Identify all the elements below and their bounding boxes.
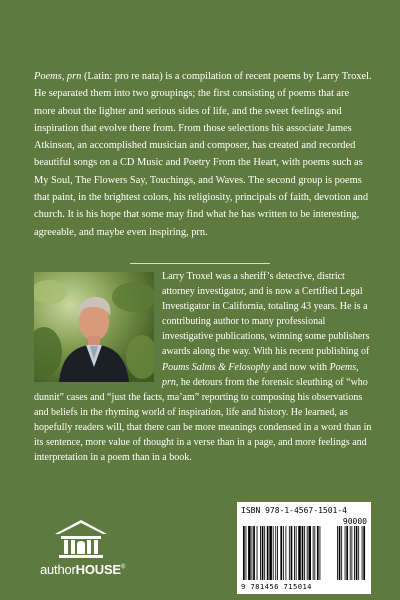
bio-book-title-2: Poems, prn — [162, 361, 359, 388]
bio-book-title-1: Poums Salms & Felosophy — [162, 361, 271, 373]
bio-text-3: , he detours from the forensic sleuthing of “who dunnit” cases and “just the facts, ma’am” reporting to composing his observations and beliefs in the rhyming world of inspiration, life and history. He learned, as hopefully readers will, that there can be more meanings condensed in a word than in its sentence, more value of thought in a verse than in a page, and more feelings and interpretation in a poem than in a book. — [34, 376, 372, 464]
bio-text-1: Larry Troxel was a sheriff’s detective, district attorney investigator, and is now a Certified Legal Investigator in California, totaling 43 years. He is a contributing author to many professional investigative publications, winning some publishers awards along the way. With his recent publishing of — [162, 271, 370, 358]
publisher-logo — [40, 518, 126, 588]
publisher-name — [40, 562, 130, 577]
bio-text-2: and now with — [270, 361, 330, 373]
back-cover-blurb — [34, 68, 372, 241]
section-divider — [130, 263, 270, 264]
price-code: 90000 — [342, 517, 367, 526]
publisher-name-author: author — [40, 562, 76, 577]
isbn-barcode — [237, 502, 371, 594]
blurb-text: (Latin: pro re nata) is a compilation of recent poems by Larry Troxel. He separated them into two groupings; the first consisting of poems that are more about the lighter and serious sides of life, and the sweet feelings and inspiration that evolve there from. From those selections his associate James Atkinson, an accomplished musician and composer, has created and recorded beautiful songs on a CD Music and Poetry From the Heart, with poems such as My Soul, The Flowers Say, Touchings, and Waves. The second group is poems that paint, in the brightest colors, his religiosity, principals of faith, devotion and church. It is his hope that some may find what he has written to be interesting, agreeable, and maybe even inspiring, prn. — [34, 71, 372, 238]
publisher-name-house: HOUSE — [75, 562, 121, 577]
barcode-digits: 9 781456 715014 — [241, 582, 312, 591]
blurb-title: Poems, prn — [34, 71, 82, 82]
isbn-number: ISBN 978-1-4567-1501-4 — [241, 506, 347, 515]
author-bio — [34, 269, 372, 465]
registered-mark: ® — [120, 564, 126, 571]
barcode-bars — [237, 502, 371, 594]
house-icon — [53, 518, 109, 560]
